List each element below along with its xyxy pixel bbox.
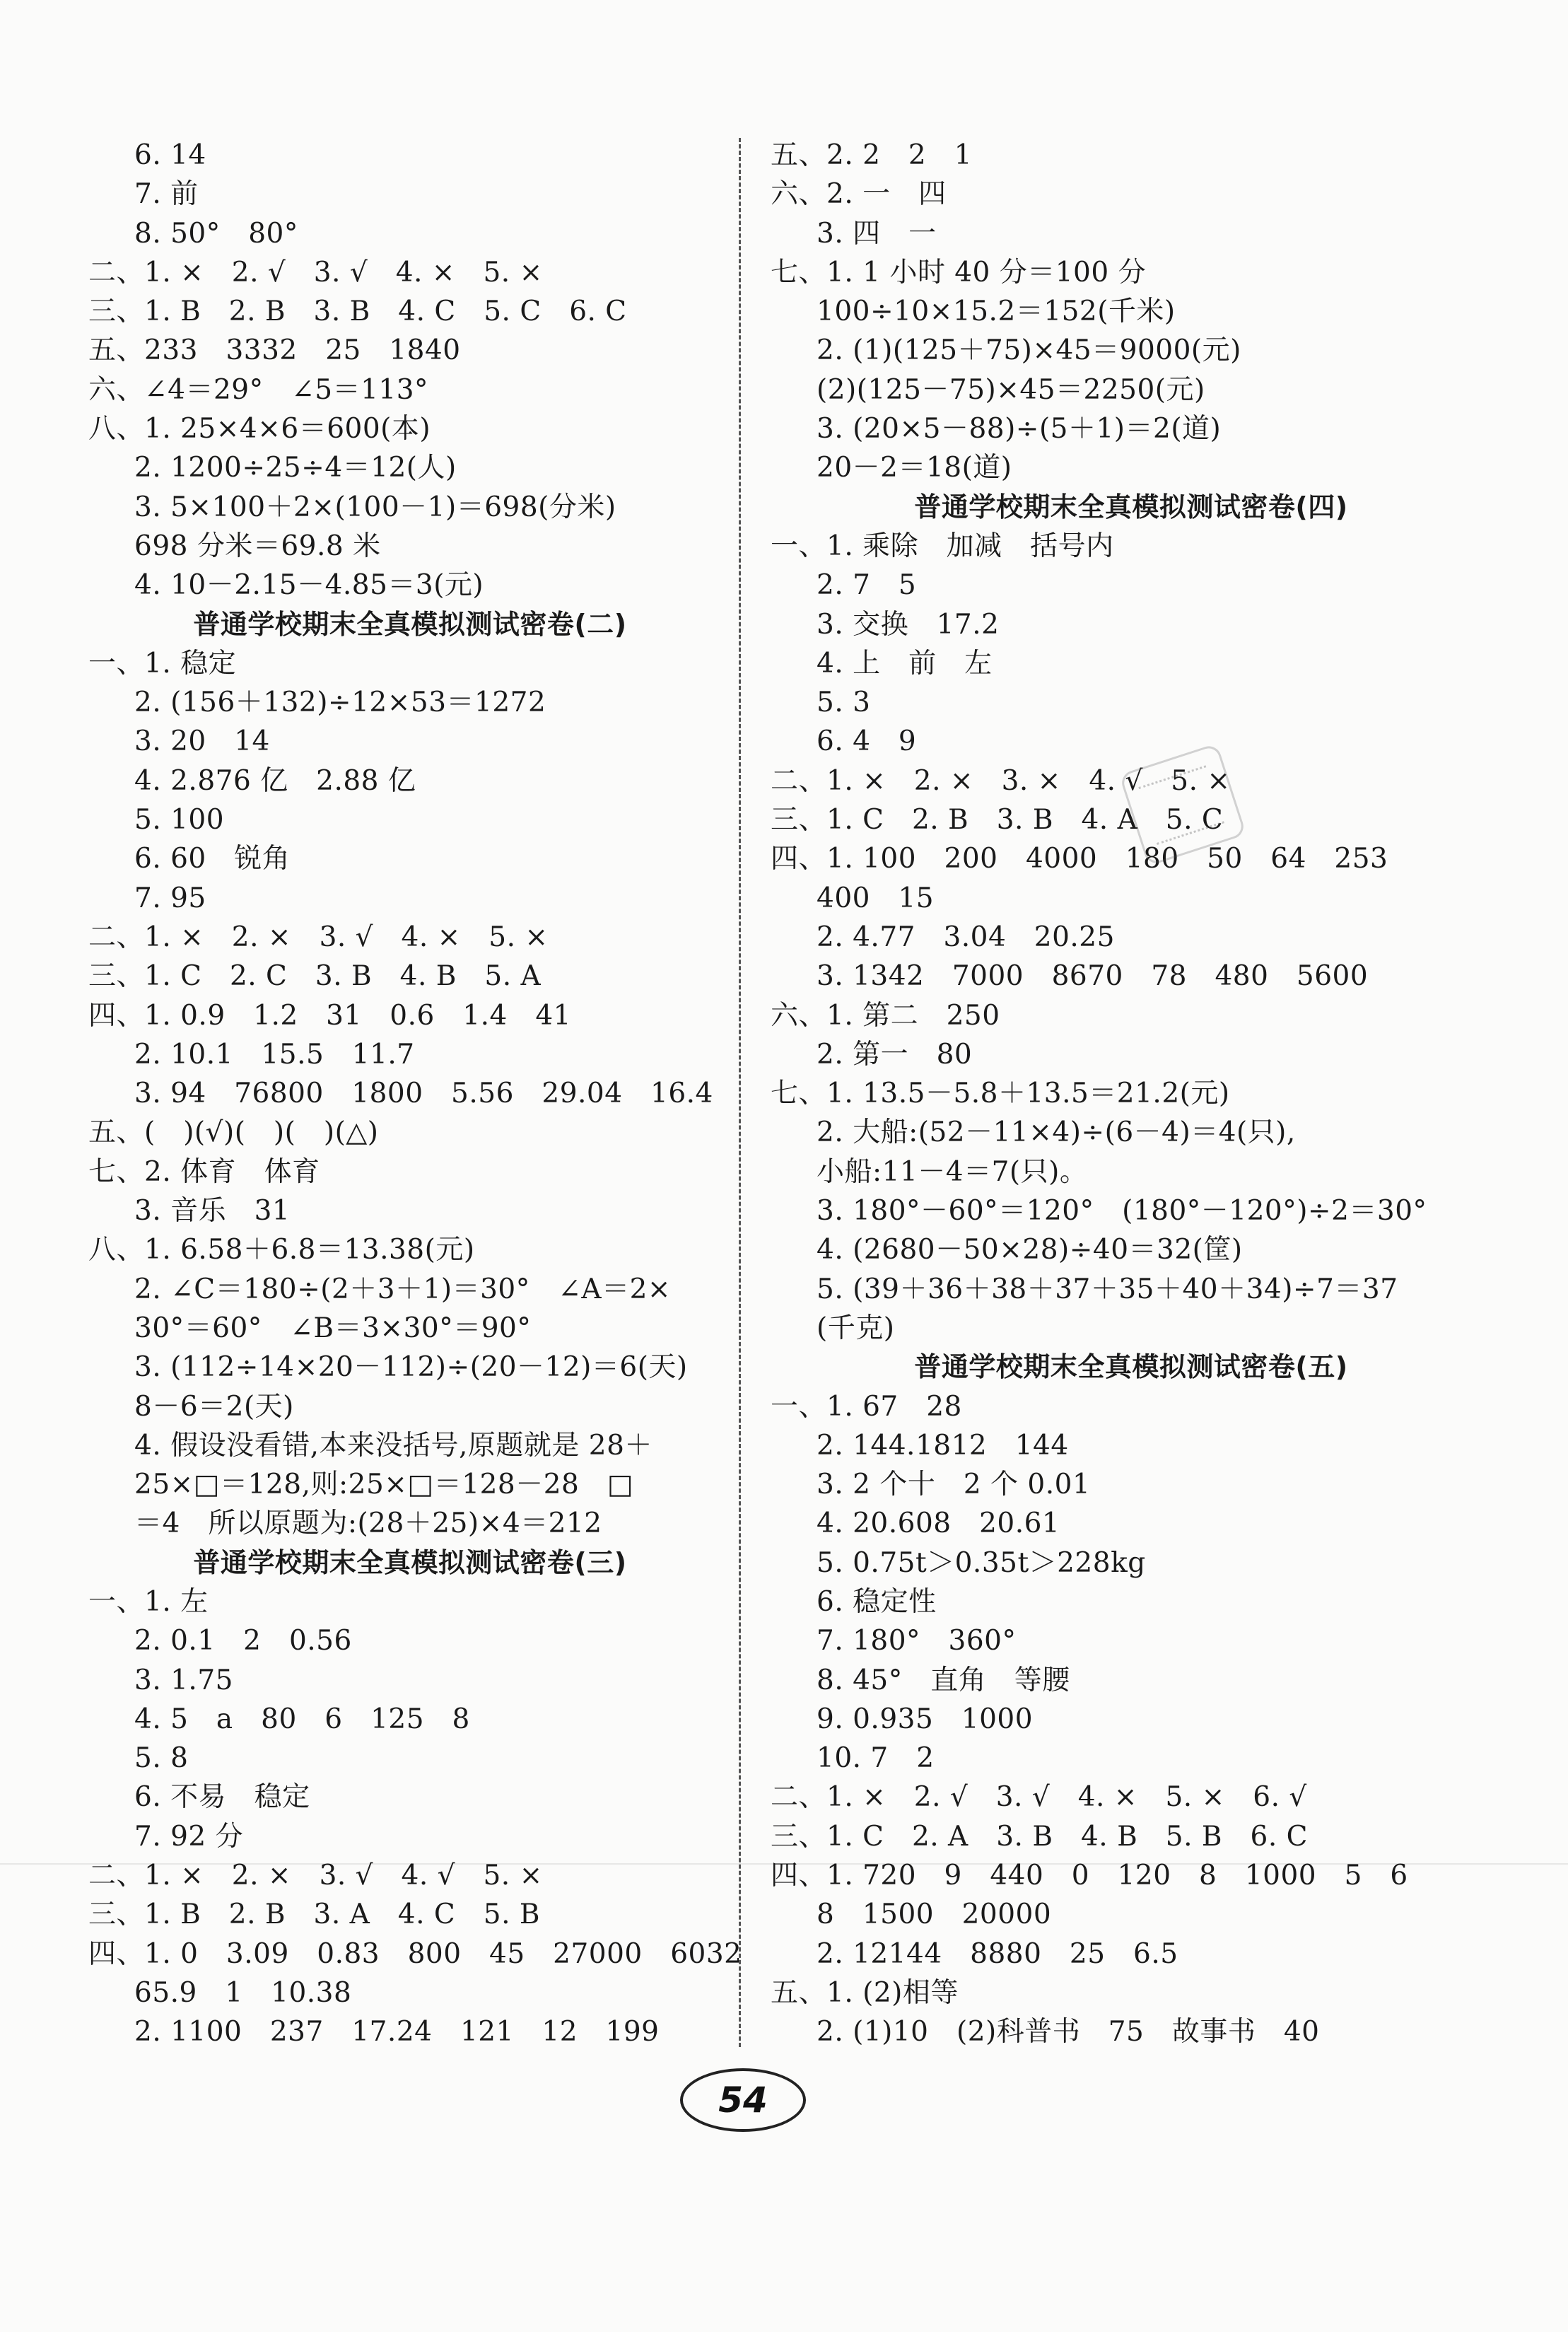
left-answer-line: 3. 1.75	[134, 1664, 233, 1696]
right-answer-line: 4. 上 前 左	[817, 647, 993, 680]
page-number-badge	[680, 2068, 806, 2132]
left-answer-line: 7. 95	[134, 882, 206, 914]
left-answer-line: 五、( )(√)( )( )(△)	[88, 1117, 379, 1149]
left-answer-line: 六、∠4＝29° ∠5＝113°	[88, 373, 429, 406]
left-answer-line: 四、1. 0 3.09 0.83 800 45 27000 6032	[88, 1937, 742, 1970]
right-answer-line: 4. (2680－50×28)÷40＝32(筐)	[817, 1234, 1243, 1266]
left-answer-line: 二、1. × 2. × 3. √ 4. × 5. ×	[88, 921, 549, 953]
column-divider	[739, 138, 741, 2047]
right-answer-line: 七、1. 1 小时 40 分＝100 分	[771, 256, 1147, 288]
right-answer-line: (千克)	[817, 1312, 895, 1344]
right-answer-line: (2)(125－75)×45＝2250(元)	[817, 373, 1205, 406]
page-crease	[0, 1863, 1568, 1865]
right-answer-line: 二、1. × 2. √ 3. √ 4. × 5. × 6. √	[771, 1781, 1307, 1814]
left-answer-line: 698 分米＝69.8 米	[134, 530, 381, 562]
left-answer-line: 2. ∠C＝180÷(2＋3＋1)＝30° ∠A＝2×	[134, 1273, 672, 1305]
right-answer-line: 一、1. 67 28	[771, 1390, 962, 1423]
right-answer-line: 五、1. (2)相等	[771, 1976, 959, 2009]
left-answer-line: 8. 50° 80°	[134, 217, 298, 250]
left-answer-line: 三、1. B 2. B 3. A 4. C 5. B	[88, 1899, 541, 1931]
right-answer-line: 3. (20×5－88)÷(5＋1)＝2(道)	[817, 413, 1222, 445]
left-section-heading: 普通学校期末全真模拟测试密卷(三)	[193, 1546, 627, 1578]
right-section-heading: 普通学校期末全真模拟测试密卷(四)	[914, 491, 1348, 523]
right-answer-line: 7. 180° 360°	[817, 1625, 1017, 1657]
left-column	[88, 136, 742, 2052]
right-answer-line: 一、1. 乘除 加减 括号内	[771, 530, 1114, 562]
right-answer-line: 四、1. 100 200 4000 180 50 64 253	[771, 843, 1388, 875]
right-answer-line: 2. 12144 8880 25 6.5	[817, 1937, 1178, 1970]
right-answer-line: 四、1. 720 9 440 0 120 8 1000 5 6	[771, 1860, 1408, 1892]
right-answer-line: 3. 四 一	[817, 217, 937, 250]
left-answer-line: 7. 92 分	[134, 1820, 244, 1853]
left-section-heading: 普通学校期末全真模拟测试密卷(二)	[193, 608, 627, 640]
left-answer-line: 三、1. C 2. C 3. B 4. B 5. A	[88, 960, 542, 993]
left-answer-line: 五、233 3332 25 1840	[88, 334, 461, 367]
left-answer-line: 二、1. × 2. √ 3. √ 4. × 5. ×	[88, 256, 543, 288]
left-answer-line: 8－6＝2(天)	[134, 1390, 294, 1423]
left-answer-line: 4. 5 a 80 6 125 8	[134, 1703, 470, 1735]
left-answer-line: 2. 0.1 2 0.56	[134, 1625, 352, 1657]
left-answer-line: 2. 1100 237 17.24 121 12 199	[134, 2016, 660, 2048]
left-answer-line: 2. (156＋132)÷12×53＝1272	[134, 687, 546, 719]
left-answer-line: 7. 前	[134, 178, 199, 211]
left-answer-line: 6. 60 锐角	[134, 843, 291, 875]
right-answer-line: 10. 7 2	[817, 1742, 935, 1775]
right-answer-line: 2. (1)(125＋75)×45＝9000(元)	[817, 334, 1241, 367]
right-answer-line: 2. (1)10 (2)科普书 75 故事书 40	[817, 2016, 1320, 2048]
right-answer-line: 二、1. × 2. × 3. × 4. √ 5. ×	[771, 764, 1231, 797]
left-answer-line: 二、1. × 2. × 3. √ 4. √ 5. ×	[88, 1860, 543, 1892]
left-answer-line: 5. 8	[134, 1742, 189, 1775]
right-answer-line: 8. 45° 直角 等腰	[817, 1664, 1070, 1696]
right-answer-line: 2. 7 5	[817, 569, 917, 602]
left-answer-line: 3. 音乐 31	[134, 1195, 291, 1228]
left-answer-line: 4. 10－2.15－4.85＝3(元)	[134, 569, 484, 602]
left-answer-line: 6. 不易 稳定	[134, 1781, 310, 1814]
left-answer-line: 4. 2.876 亿 2.88 亿	[134, 764, 416, 797]
right-answer-line: 2. 第一 80	[817, 1038, 973, 1071]
right-answer-line: 9. 0.935 1000	[817, 1703, 1034, 1735]
right-answer-line: 5. 3	[817, 687, 871, 719]
right-answer-line: 2. 大船:(52－11×4)÷(6－4)＝4(只),	[817, 1117, 1296, 1149]
left-answer-line: 30°＝60° ∠B＝3×30°＝90°	[134, 1312, 532, 1344]
right-answer-line: 五、2. 2 2 1	[771, 139, 973, 171]
left-answer-line: 一、1. 稳定	[88, 647, 237, 680]
left-answer-line: 八、1. 6.58＋6.8＝13.38(元)	[88, 1234, 475, 1266]
right-answer-line: 三、1. C 2. A 3. B 4. B 5. B 6. C	[771, 1820, 1308, 1853]
right-answer-line: 6. 4 9	[817, 725, 917, 758]
page-number: 54	[718, 2080, 768, 2121]
left-answer-line: 3. 5×100＋2×(100－1)＝698(分米)	[134, 491, 616, 523]
right-answer-line: 400 15	[817, 882, 935, 914]
left-answer-line: 八、1. 25×4×6＝600(本)	[88, 413, 431, 445]
right-answer-line: 3. 2 个十 2 个 0.01	[817, 1469, 1091, 1501]
right-answer-line: 3. 1342 7000 8670 78 480 5600	[817, 960, 1369, 993]
right-answer-line: 七、1. 13.5－5.8＋13.5＝21.2(元)	[771, 1078, 1230, 1110]
left-answer-line: 5. 100	[134, 804, 225, 836]
right-section-heading: 普通学校期末全真模拟测试密卷(五)	[914, 1351, 1348, 1383]
left-answer-line: 2. 1200÷25÷4＝12(人)	[134, 452, 457, 484]
right-answer-line: 六、1. 第二 250	[771, 999, 1000, 1032]
left-answer-line: 三、1. B 2. B 3. B 4. C 5. C 6. C	[88, 296, 627, 328]
right-answer-line: 3. 180°－60°＝120° (180°－120°)÷2＝30°	[817, 1195, 1427, 1228]
right-answer-line: 六、2. 一 四	[771, 178, 947, 211]
right-answer-line: 5. 0.75t＞0.35t＞228kg	[817, 1546, 1146, 1579]
left-answer-line: 3. 20 14	[134, 725, 270, 758]
right-answer-line: 2. 4.77 3.04 20.25	[817, 921, 1115, 953]
left-answer-line: 3. (112÷14×20－112)÷(20－12)＝6(天)	[134, 1351, 688, 1384]
left-answer-line: 6. 14	[134, 139, 206, 171]
left-answer-line: 4. 假设没看错,本来没括号,原题就是 28＋	[134, 1429, 653, 1462]
left-answer-line: 2. 10.1 15.5 11.7	[134, 1038, 415, 1071]
right-answer-line: 三、1. C 2. B 3. B 4. A 5. C	[771, 804, 1224, 836]
right-column	[771, 136, 1478, 2052]
left-answer-line: 七、2. 体育 体育	[88, 1155, 320, 1188]
right-answer-line: 20－2＝18(道)	[817, 452, 1012, 484]
left-answer-line: 四、1. 0.9 1.2 31 0.6 1.4 41	[88, 999, 571, 1032]
left-answer-line: 25×□＝128,则:25×□＝128－28 □	[134, 1469, 634, 1501]
right-answer-line: 小船:11－4＝7(只)。	[817, 1155, 1088, 1188]
right-answer-line: 6. 稳定性	[817, 1585, 937, 1618]
left-answer-line: 一、1. 左	[88, 1585, 209, 1618]
right-answer-line: 3. 交换 17.2	[817, 608, 1000, 641]
right-answer-line: 8 1500 20000	[817, 1899, 1052, 1931]
right-answer-line: 2. 144.1812 144	[817, 1429, 1069, 1462]
right-answer-line: 5. (39＋36＋38＋37＋35＋40＋34)÷7＝37	[817, 1273, 1398, 1305]
right-answer-line: 4. 20.608 20.61	[817, 1508, 1060, 1540]
left-answer-line: ＝4 所以原题为:(28＋25)×4＝212	[134, 1508, 602, 1540]
right-answer-line: 100÷10×15.2＝152(千米)	[817, 296, 1176, 328]
left-answer-line: 3. 94 76800 1800 5.56 29.04 16.4	[134, 1078, 713, 1110]
left-answer-line: 65.9 1 10.38	[134, 1976, 352, 2009]
